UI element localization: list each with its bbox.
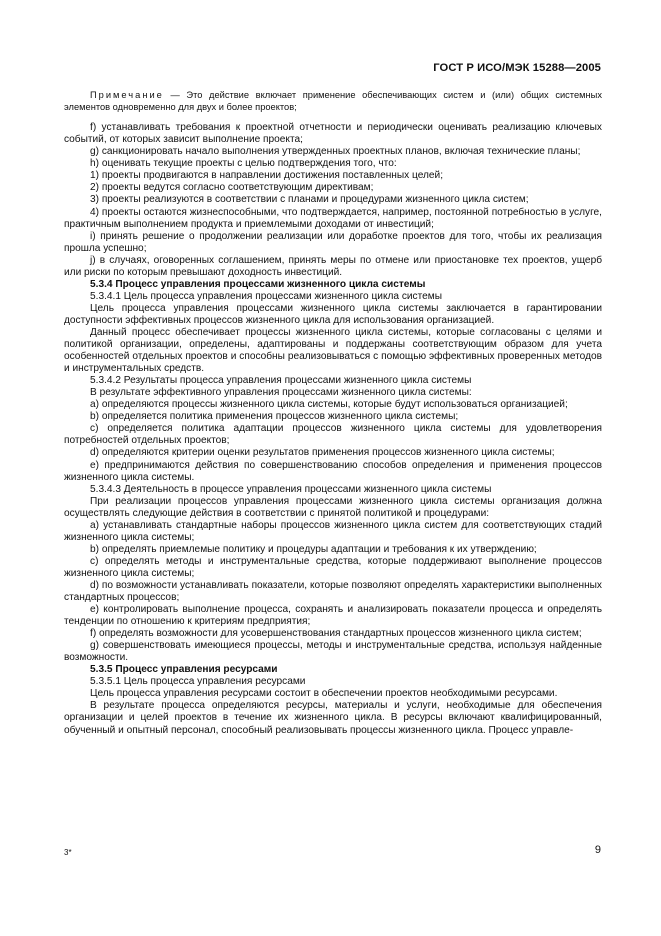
paragraph: 2) проекты ведутся согласно соответствующим директивам; (90, 182, 374, 194)
subsection-heading: 5.3.4.2 Результаты процесса управления процессами жизненного цикла системы (90, 375, 472, 387)
paragraph: h) оценивать текущие проекты с целью подтверждения того, что: (90, 158, 397, 170)
paragraph: c) определяется политика адаптации процессов жизненного цикла системы для удовлетворения потребностей отдельных проектов; (64, 423, 602, 447)
paragraph: b) определять приемлемые политику и процедуры адаптации и требования к их утверждению; (90, 543, 537, 555)
paragraph: e) предпринимаются действия по совершенствованию способов определения и применения процессов жизненного цикла системы. (64, 459, 602, 483)
paragraph: f) устанавливать требования к проектной отчетности и периодически оценивать реализацию ключевых событий, от которых зависит выполнение проекта; (64, 122, 602, 146)
paragraph: В результате эффективного управления процессами жизненного цикла системы: (90, 387, 472, 399)
paragraph: j) в случаях, оговоренных соглашением, принять меры по отмене или приостановке тех проектов, ущерб или риски по которым превышают доходность инвестиций. (64, 254, 602, 278)
note-text: — Это действие включает применение обеспечивающих систем и (или) общих системных элементов одновременно для двух и более проектов; (64, 90, 602, 112)
paragraph: i) принять решение о продолжении реализации или доработке проектов для того, чтобы их реализация прошла успешно; (64, 230, 602, 254)
paragraph: a) устанавливать стандартные наборы процессов жизненного цикла систем для соответствующих стадий жизненного цикла системы; (64, 519, 602, 543)
paragraph: При реализации процессов управления процессами жизненного цикла системы организация должна осуществлять следующие действия в соответствии с принятой политикой и процедурами: (64, 495, 602, 519)
section-heading: 5.3.4 Процесс управления процессами жизненного цикла системы (90, 278, 426, 290)
paragraph: Цель процесса управления ресурсами состоит в обеспечении проектов необходимыми ресурсами. (90, 688, 558, 700)
paragraph: f) определять возможности для усовершенствования стандартных процессов жизненного цикла систем; (90, 628, 582, 640)
paragraph: В результате процесса определяются ресурсы, материалы и услуги, необходимые для обеспечения организации и целей проектов в течение их жизненного цикла. В ресурсы включают квалифицированный, обученный и опытный персонал, способный реализовывать процессы жизненного цикла. Процесс управле- (64, 700, 602, 736)
paragraph: a) определяются процессы жизненного цикла системы, которые будут использоваться организацией; (90, 399, 568, 411)
paragraph: g) совершенствовать имеющиеся процессы, методы и инструментальные средства, используя найденные возможности. (64, 640, 602, 664)
subsection-heading: 5.3.4.1 Цель процесса управления процессами жизненного цикла системы (90, 290, 443, 302)
paragraph: 1) проекты продвигаются в направлении достижения поставленных целей; (90, 170, 444, 182)
paragraph: d) по возможности устанавливать показатели, которые позволяют определять характеристики выполненных стандартных процессов; (64, 579, 602, 604)
paragraph: 4) проекты остаются жизнеспособными, что подтверждается, например, постоянной потребностью в услуге, практичным выполнением продукта и приемлемыми доходами от инвестиций; (64, 206, 602, 230)
main-text (64, 90, 602, 737)
paragraph: e) контролировать выполнение процесса, сохранять и анализировать показатели процесса и определять тенденции по отношению к критериям предприятия; (64, 604, 602, 628)
paragraph: Цель процесса управления процессами жизненного цикла системы заключается в гарантировании доступности эффективных процессов жизненного цикла для использования организацией. (64, 302, 602, 326)
note-label: Примечание (90, 90, 164, 100)
paragraph: d) определяются критерии оценки результатов применения процессов жизненного цикла системы; (90, 447, 555, 459)
subsection-heading: 5.3.5.1 Цель процесса управления ресурсами (90, 676, 306, 688)
paragraph: b) определяется политика применения процессов жизненного цикла системы; (90, 411, 459, 423)
paragraph: 3) проекты реализуются в соответствии с планами и процедурами жизненного цикла систем; (90, 194, 529, 206)
paragraph: Данный процесс обеспечивает процессы жизненного цикла системы, которые согласованы с целями и политикой организации, определены, адаптированы и поддержаны соответствующим образом для учета особенностей отдельных проектов и способны реализовываться с помощью эффективных проверенных методов и инструментальных средств. (64, 326, 602, 375)
paragraph: g) санкционировать начало выполнения утвержденных проектных планов, включая технические планы; (90, 146, 581, 158)
print-mark: 3* (64, 848, 72, 857)
note-paragraph (64, 90, 602, 113)
paragraph: c) определять методы и инструментальные средства, которые поддерживают выполнение процессов жизненного цикла системы; (64, 555, 602, 579)
page-header: ГОСТ Р ИСО/МЭК 15288—2005 (433, 62, 601, 74)
page-number: 9 (594, 844, 601, 856)
section-heading: 5.3.5 Процесс управления ресурсами (90, 664, 278, 676)
subsection-heading: 5.3.4.3 Деятельность в процессе управления процессами жизненного цикла системы (90, 483, 492, 495)
